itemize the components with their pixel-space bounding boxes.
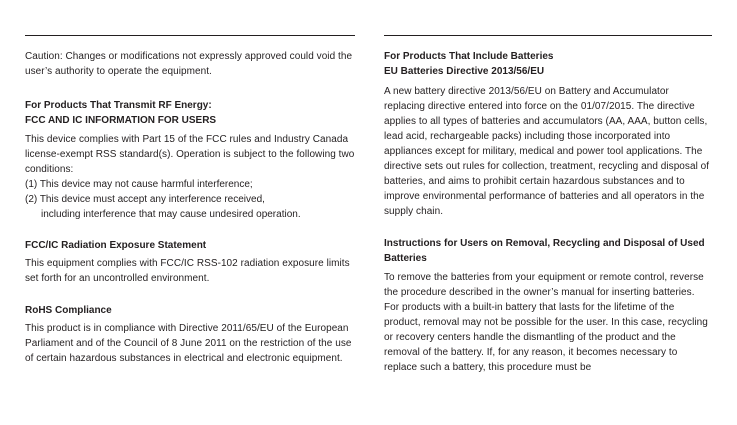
eu-directive-heading: EU Batteries Directive 2013/56/EU (384, 66, 545, 77)
caution-text: Caution: Changes or modifications not expressly approved could void the user’s authority to operate the equipment. (25, 51, 353, 77)
rf-energy-heading: For Products That Transmit RF Energy: (25, 100, 212, 111)
conditions-list (25, 177, 355, 222)
condition-item: (2) This device must accept any interference received, (25, 194, 265, 205)
fcc-ic-section (25, 98, 355, 222)
rohs-heading: RoHS Compliance (25, 305, 112, 316)
fcc-compliance-text: This device complies with Part 15 of the FCC rules and Industry Canada license-exempt RSS standard(s). Operation is subject to the following two conditions: (25, 134, 355, 175)
removal-text: To remove the batteries from your equipment or remote control, reverse the procedure described in the owner’s manual for inserting batteries. For products with a built-in battery that lasts for the lifetime of the product, removal may not be possible for the user. In this case, recycling or recovery centers handle the dismantling of the product and the removal of the battery. If, for any reason, it becomes necessary to replace such a battery, this procedure must be (384, 272, 708, 373)
rohs-text: This product is in compliance with Directive 2011/65/EU of the European Parliament and of the Council of 8 June 2011 on the restriction of the use of certain hazardous substances in electrical and electronic equipment. (25, 323, 352, 364)
left-column (25, 35, 355, 366)
condition-item-continuation: including interference that may cause undesired operation. (41, 209, 301, 220)
battery-removal-section (384, 236, 712, 375)
right-column (384, 35, 712, 375)
radiation-text: This equipment complies with FCC/IC RSS-102 radiation exposure limits set forth for an uncontrolled environment. (25, 258, 350, 284)
removal-heading: Instructions for Users on Removal, Recycling and Disposal of Used Batteries (384, 238, 705, 264)
rohs-section (25, 303, 355, 366)
radiation-heading: FCC/IC Radiation Exposure Statement (25, 240, 207, 251)
condition-item: (1) This device may not cause harmful interference; (25, 179, 253, 190)
batteries-heading: For Products That Include Batteries (384, 51, 554, 62)
batteries-directive-text: A new battery directive 2013/56/EU on Battery and Accumulator replacing directive entered into force on the 01/07/2015. The directive applies to all types of batteries and accumulators (AA, AAA, button cells, lead acid, rechargeable packs) including those incorporated into appliances except for military, medical and power tool applications. The directive sets out rules for collection, treatment, recycling and disposal of batteries, and aims to prohibit certain hazardous substances and to improve environmental performance of batteries and all operators in the supply chain. (384, 86, 710, 217)
radiation-exposure-section (25, 238, 355, 286)
batteries-section (384, 49, 712, 219)
fcc-ic-info-heading: FCC AND IC INFORMATION FOR USERS (25, 115, 217, 126)
